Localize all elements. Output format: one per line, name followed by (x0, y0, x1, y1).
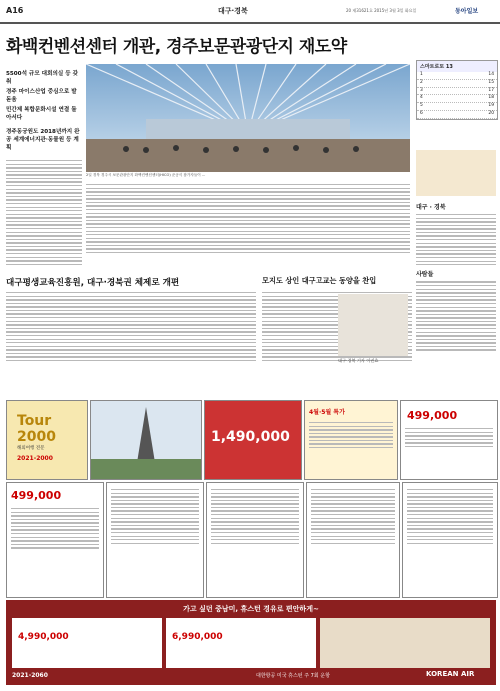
row-label: 4 (420, 95, 423, 101)
banner-left-panel (12, 618, 162, 668)
row-label: 3 (420, 87, 423, 93)
row-value: 15 (488, 79, 494, 85)
sidebar-column (416, 202, 496, 353)
convention-center-photo (86, 64, 410, 172)
masthead: 동아일보 (455, 8, 479, 15)
row-value: 18 (488, 95, 494, 101)
banner-headline: 가고 싶던 중남미, 휴스턴 경유로 편안하게~ (183, 605, 319, 613)
big-price-ad (204, 400, 302, 480)
lotto-row (417, 95, 497, 103)
bottom-banner-ad (6, 600, 496, 685)
ad-block-1 (6, 482, 104, 598)
section2-headline-right: 모지도 상인 대구고교는 동양을 찬입 (262, 276, 377, 285)
lotto-row (417, 103, 497, 111)
reporter-photo (338, 294, 408, 356)
tour-phone: 2021-2000 (17, 455, 53, 462)
page-number: A16 (6, 6, 24, 15)
page-header (0, 0, 500, 24)
section-title: 대구·경북 (218, 7, 248, 15)
tour-logo-text: Tour 2000 (17, 413, 56, 445)
row-label: 1 (420, 72, 423, 77)
banner-price-2: 6,990,000 (172, 632, 223, 642)
lotto-row (417, 72, 497, 80)
photo-illustration (86, 64, 410, 172)
ad-block-5 (402, 482, 498, 598)
row-value: 19 (488, 103, 494, 109)
sidebar-illustration (416, 150, 496, 196)
subhead-4: 경주동궁원도 2018년까지 완공 세계에너지관·동물원 등 계획 (6, 129, 80, 151)
right-ad-1 (304, 400, 398, 480)
row-value: 17 (488, 87, 494, 93)
tour-ad-logo (6, 400, 88, 480)
body-text-lines (6, 160, 82, 265)
section2-body (6, 292, 256, 364)
right-ad-2 (400, 400, 498, 480)
article-lead-column (6, 70, 82, 267)
row-label: 2 (420, 79, 423, 85)
travel-photo-ad (90, 400, 202, 480)
price-b: 499,000 (11, 489, 62, 502)
banner-tag: 대한항공 미국 휴스턴 주 7회 운항 (256, 673, 330, 679)
banner-mid-panel (166, 618, 316, 668)
sidebar-column-title: 대구 · 경북 (416, 204, 446, 211)
people-title: 사람들 (416, 271, 434, 279)
korean-air-logo: KOREAN AIR (426, 670, 475, 678)
row-value: 14 (488, 72, 494, 77)
ad-block-3 (206, 482, 304, 598)
issue-date: 20 제31621호 2015년 3월 3일 화요일 (346, 8, 417, 13)
ad-block-2 (106, 482, 204, 598)
banner-price-1: 4,990,000 (18, 632, 69, 642)
banner-photo (320, 618, 490, 668)
subhead-2: 경주 마이스산업 중심으로 발돋움 (6, 89, 77, 103)
tower-photo (91, 401, 201, 479)
reporter-name: 대구·경북 기자 이권효 (338, 358, 379, 363)
ad-block-4 (306, 482, 400, 598)
lotto-row (417, 80, 497, 88)
big-price: 1,490,000 (211, 429, 290, 445)
article-body (86, 184, 410, 256)
lotto-row (417, 111, 497, 119)
section2-headline: 대구평생교육진흥원, 대구·경북권 체제로 개편 (6, 278, 180, 288)
tour-sub: 해외여행 전문 (17, 446, 45, 451)
subhead-1: 5500석 규모 대회의실 등 갖춰 (6, 71, 78, 85)
row-label: 6 (420, 110, 423, 116)
lotto-box-title: 스마트로또 13 (417, 61, 497, 72)
photo-caption: 2일 경북 경주시 보문관광단지 화백컨벤션센터(HICO) 준공식 참가자들이 ... (86, 173, 206, 177)
lotto-box (416, 60, 498, 120)
lotto-row (417, 88, 497, 96)
reporter-contact (338, 358, 408, 364)
banner-phone: 2021-2060 (12, 672, 48, 679)
people-lines (416, 281, 496, 350)
price-a: 499,000 (407, 409, 458, 422)
main-headline: 화백컨벤션센터 개관, 경주보문관광단지 재도약 (6, 37, 347, 57)
right-ad-banner: 4월·5월 특가 (309, 409, 345, 416)
row-label: 5 (420, 103, 423, 109)
sidebar-lines (416, 214, 496, 265)
subhead-3: 민간제 복합문화시설 연결 돌아서다 (6, 107, 77, 121)
row-value: 20 (488, 110, 494, 116)
